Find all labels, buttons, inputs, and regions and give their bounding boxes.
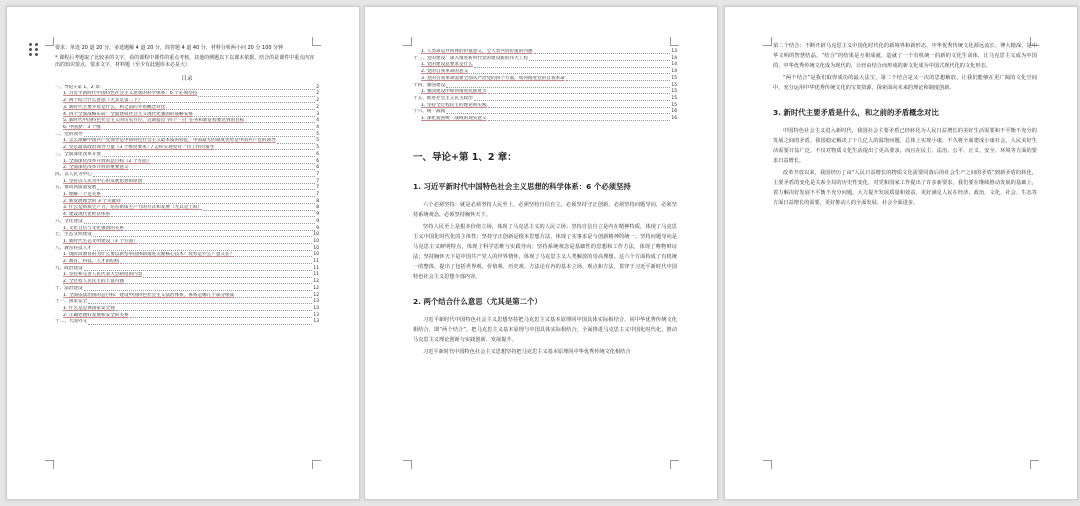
toc-entry[interactable] — [55, 112, 319, 119]
toc-leader-dots — [529, 60, 671, 61]
body-paragraph: 中国特色社会主义进入新时代，我国社会主要矛盾已经转化为人民日益增长的美好生活需要和不平衡不充分的发展之间的矛盾。我国稳定解决了十几亿人的温饱问题，总体上实现小康，不久将全面建成小康社会，人民美好生活需要日益广泛，不仅对物质文化生活提出了更高要求，而且在民主、法治、公平、正义、安全、环境等方面的要求日益增长。 — [773, 128, 1037, 164]
toc-entry[interactable] — [413, 89, 677, 96]
toc-entry[interactable] — [413, 56, 677, 63]
toc-entry[interactable] — [55, 286, 319, 293]
toc-page-number: 13 — [671, 49, 677, 54]
toc-entry[interactable] — [55, 212, 319, 219]
toc-entry[interactable] — [55, 91, 319, 98]
toc-page-number: 15 — [671, 95, 677, 101]
toc-entry-text: 1. 坚持和完善人民代表大会制度的内容 — [63, 272, 143, 278]
margin-marker-bottom-left — [403, 460, 412, 469]
toc-entry[interactable] — [55, 259, 319, 266]
toc-entry[interactable] — [413, 83, 677, 90]
toc-entry-text: 1. 坚持以人民为中心的发展思想的原因 — [63, 178, 143, 184]
toc-leader-dots — [203, 210, 315, 211]
toc-leader-dots — [88, 324, 312, 325]
toc-page-number: 14 — [671, 62, 677, 68]
toc-page-number: 5 — [316, 138, 319, 144]
body-paragraph: 改革开放以来，我国经历了由“人民日益增长的物质文化需要同落后的社会生产之间的矛盾”到新矛盾的转化，主要矛盾的变化是关系全局的历史性变化，对党和国家工作提出了许多新要求。我们要在继续推动发展的基础上，着力解决好发展不平衡不充分问题，大力提升发展质量和效益，更好满足人民在经济、政治、文化、社会、生态等方面日益增长的需要，更好推动人的全面发展、社会全面进步。 — [773, 170, 1037, 206]
toc-leader-dots — [277, 143, 316, 144]
toc-page-number: 11 — [313, 265, 319, 271]
toc-entry-text: 1. 文化自信与文化强国的关系 — [63, 225, 124, 231]
toc-leader-dots — [215, 149, 315, 150]
toc-leader-dots — [469, 73, 670, 74]
toc-leader-dots — [166, 109, 315, 110]
toc-entry-text: 4. 四个全面战略布局：全面建成社会主义现代化强国的战略安排 — [63, 111, 193, 117]
toc-leader-dots — [488, 107, 671, 108]
toc-leader-dots — [84, 223, 316, 224]
toc-page-number: 15 — [671, 82, 677, 88]
toc-entry[interactable] — [413, 103, 677, 110]
toc-leader-dots — [88, 303, 312, 304]
toc-entry-text: 2. 新发展理念的 3 个关键词 — [63, 198, 121, 204]
toc-leader-dots — [198, 96, 315, 97]
toc-title: 目录 — [181, 75, 193, 82]
toc-page-number: 9 — [316, 225, 319, 231]
toc-leader-dots — [116, 310, 313, 311]
body-paragraph: 习近平新时代中国特色社会主义思想坚持把马克思主义基本原理同中国具体实际相结合，同中华优秀传统文化相结合，即“两个结合”，把马克思主义基本原理与中国具体实际相结合，全面推进马克思主义中国化时代化，推动马克思主义理论创新与实践创新、发展提升。 — [413, 316, 677, 343]
toc-entry[interactable] — [55, 279, 319, 286]
toc-page-number: 11 — [313, 272, 319, 278]
toc-leader-dots — [97, 189, 315, 190]
toc-entry[interactable] — [55, 85, 319, 92]
toc-leader-dots — [84, 136, 316, 137]
toc-page-number: 12 — [313, 285, 319, 291]
toc-entry-text: 十三、党的建设：深入推进新时代党的建设新的伟大工程 — [413, 55, 528, 61]
toc-page-number: 12 — [313, 279, 319, 285]
toc-leader-dots — [534, 53, 671, 54]
toc-entry-text: 九、政治建设 — [55, 265, 83, 271]
toc-entry-text: 十四、强国建设 — [413, 82, 446, 88]
toc-page-number: 2 — [316, 91, 319, 97]
toc-entry-text: 十、法治建设 — [55, 285, 83, 291]
toc-entry-text: 1. 全面依法治国的总目标：建设中国特色社会主义法治体系，体系是哪几个部分组成 — [63, 292, 235, 298]
toc-page-number: 10 — [313, 232, 319, 238]
toc-entry[interactable] — [55, 199, 319, 206]
toc-entry[interactable] — [55, 132, 319, 139]
toc-entry[interactable] — [55, 299, 319, 306]
toc-entry-text: 三、全面深化改革开放 — [55, 151, 101, 157]
toc-entry[interactable] — [55, 192, 319, 199]
toc-leader-dots — [125, 230, 315, 231]
toc-leader-dots — [84, 290, 313, 291]
toc-page-number: 5 — [316, 145, 319, 151]
toc-entry[interactable] — [55, 152, 319, 159]
toc-entry-text: 2. 党的自我革命的意义 — [421, 69, 469, 75]
toc-leader-dots — [488, 93, 671, 94]
drag-handle-icon[interactable] — [29, 43, 39, 56]
table-of-contents-continued — [413, 49, 677, 123]
toc-leader-dots — [102, 156, 315, 157]
toc-leader-dots — [84, 270, 313, 271]
toc-entry-text: 1. 新时代生态文明建设（3 个方面） — [63, 238, 138, 244]
toc-entry[interactable] — [55, 165, 319, 172]
toc-leader-dots — [130, 317, 313, 318]
toc-entry[interactable] — [55, 98, 319, 105]
toc-entry-text: 1. 习近平新时代中国特色社会主义思想的科学体系：6 个必须坚持 — [63, 91, 198, 97]
toc-entry[interactable] — [55, 172, 319, 179]
section-heading-2: 2. 两个结合什么意思（尤其是第二个） — [413, 296, 542, 306]
toc-page-number: 7 — [316, 185, 319, 191]
toc-entry-text: 2. 两个结合什么意思（尤其是第二个） — [63, 98, 143, 104]
toc-entry[interactable] — [55, 246, 319, 253]
toc-page-number: 3 — [316, 111, 319, 117]
toc-entry-text: 1. 坚持全过程民主的理论和实践 — [421, 102, 487, 108]
document-page-1 — [6, 6, 360, 500]
toc-page-number: 6 — [316, 151, 319, 157]
toc-entry-text: 2. 党是最高政治领导力量（3 个维度要求）/ 怎样实现党对一切工作的领导 — [63, 145, 215, 151]
toc-entry[interactable] — [413, 49, 677, 56]
toc-leader-dots — [93, 236, 313, 237]
toc-leader-dots — [245, 122, 315, 123]
toc-leader-dots — [143, 183, 315, 184]
toc-entry-text: 3. 党的自我革命需要全面从严治党的四个方面，如何推进党的自我革命 — [421, 75, 565, 81]
toc-page-number: 14 — [671, 69, 677, 75]
toc-leader-dots — [235, 297, 312, 298]
toc-entry[interactable] — [55, 266, 319, 273]
toc-page-number: 16 — [671, 116, 677, 122]
toc-entry-text: 3. 什么是新质生产力，培育新质生产力的方式和发展（尤其是上海） — [63, 205, 203, 211]
toc-entry[interactable] — [55, 226, 319, 233]
toc-leader-dots — [139, 243, 313, 244]
exam-requirements-text: 要求：单选 20 道 20 分，多选题解 4 道 20 分，简答题 4 道 40 分，材料分析两小问 20 分 100 分钟 — [55, 45, 284, 51]
toc-entry[interactable] — [55, 179, 319, 186]
toc-entry[interactable] — [55, 313, 319, 320]
toc-page-number: 2 — [316, 84, 319, 90]
document-page-2 — [364, 6, 718, 500]
toc-entry-text: 二、党的领导 — [55, 131, 83, 137]
toc-leader-dots — [446, 113, 670, 114]
margin-marker-bottom-right — [670, 460, 679, 469]
toc-page-number: 15 — [671, 75, 677, 81]
toc-entry-text: 七、生态文明建设 — [55, 232, 92, 238]
toc-page-number: 12 — [313, 292, 319, 298]
toc-leader-dots — [566, 80, 671, 81]
toc-leader-dots — [102, 129, 315, 130]
toc-entry-text: 1. 现阶段教育的为什么要以新型举国体制推进关键核心技术？优势是什么？意义在？ — [63, 252, 235, 258]
toc-leader-dots — [102, 196, 315, 197]
toc-leader-dots — [122, 203, 316, 204]
toc-entry[interactable] — [413, 109, 677, 116]
section-heading-3: 3. 新时代主要矛盾是什么，和之前的矛盾概念对比 — [773, 108, 939, 117]
toc-leader-dots — [125, 283, 312, 284]
toc-entry[interactable] — [413, 116, 677, 123]
toc-entry-text: 十一、国家安全 — [55, 299, 88, 305]
margin-marker-top-left — [45, 37, 54, 46]
toc-page-number: 13 — [313, 299, 319, 305]
document-page-3 — [724, 6, 1078, 500]
toc-page-number: 4 — [316, 125, 319, 130]
toc-page-number: 15 — [671, 89, 677, 95]
toc-page-number: 2 — [316, 104, 319, 110]
toc-page-number: 8 — [316, 198, 319, 204]
margin-marker-bottom-left — [45, 460, 54, 469]
table-of-contents — [55, 85, 319, 326]
toc-entry[interactable] — [55, 118, 319, 125]
toc-page-number: 9 — [316, 212, 319, 218]
toc-page-number: 5 — [316, 131, 319, 137]
toc-entry[interactable] — [55, 159, 319, 166]
toc-page-number: 16 — [671, 109, 677, 115]
toc-entry-text: 十五、推进社会主义民主政治 — [413, 95, 473, 101]
toc-entry[interactable] — [413, 62, 677, 69]
toc-entry-text: 六、文化建设 — [55, 218, 83, 224]
toc-entry-text: 1. 全面深化改革开放的总目标（2 个方面） — [63, 158, 152, 164]
margin-marker-bottom-left — [763, 460, 772, 469]
margin-marker-bottom-right — [312, 460, 321, 469]
toc-entry-text: 1. 人类命运共同体的价值意义，全人类共同价值的内涵 — [421, 49, 533, 54]
exam-note-text: * 课程后考题取了比较多的文字，看的课程中课件的重点考核，其他的例题以下以课本依据，结合的是课件中重点内容出的知识要点，要求文字，材料题（至少有此题库未必是大） — [55, 54, 315, 69]
toc-page-number: 10 — [313, 245, 319, 251]
toc-page-number: 13 — [313, 305, 319, 311]
toc-entry-text: 1. 深化爱国统一战线的现实意义 — [421, 116, 487, 122]
toc-entry[interactable] — [413, 69, 677, 76]
toc-entry-text: 6. 中国梦：3 个维 — [63, 125, 101, 130]
body-paragraph: “两个结合”是我们取得成功的最大法宝，第二个结合是又一次的思想解放，让我们能够在更广阔的文化空间中，充分运用中华优秀传统文化的宝贵资源，探索面向未来的理论和制度创新。 — [773, 75, 1037, 91]
toc-entry[interactable] — [55, 293, 319, 300]
toc-entry-text: 5. 新时代中国特色社会主义的历史方位，近期提出 '四个一百' 任务和新征程要达到的目标 — [63, 118, 245, 124]
toc-entry[interactable] — [55, 252, 319, 259]
toc-entry[interactable] — [55, 185, 319, 192]
toc-page-number: 8 — [316, 205, 319, 211]
toc-entry-text: 五、推动高质量发展 — [55, 185, 97, 191]
margin-marker-top-left — [403, 37, 412, 46]
toc-leader-dots — [474, 100, 671, 101]
toc-entry[interactable] — [55, 138, 319, 145]
toc-leader-dots — [143, 277, 312, 278]
toc-entry-text: 1. 什么是总体国家安全观 — [63, 305, 115, 311]
toc-entry-text: 4. 建设现代化经济体系 — [63, 212, 111, 218]
toc-page-number: 7 — [316, 178, 319, 184]
toc-entry[interactable] — [55, 205, 319, 212]
body-paragraph: 六个必须坚持：就是必须坚持人民至上，必须坚持自信自立，必须坚持守正创新，必须坚持问题导向，必须坚持系统观念，必须坚持胸怀天下。 — [413, 201, 677, 218]
body-paragraph: 习近平新时代中国特色社会主义思想坚持把马克思主义基本原理同中华优秀传统文化相结合 — [423, 348, 631, 355]
toc-page-number: 14 — [671, 55, 677, 61]
margin-marker-top-left — [763, 37, 772, 46]
chapter-heading: 一、导论+第 1、2 章： — [413, 151, 517, 163]
toc-page-number: 7 — [316, 192, 319, 198]
toc-entry-text: 八、教育科技人才 — [55, 245, 92, 251]
toc-page-number: 10 — [313, 252, 319, 258]
margin-marker-bottom-right — [1030, 460, 1039, 469]
toc-entry-text: 3. 新时代主要矛盾是什么，和之前的矛盾概念对比 — [63, 104, 166, 110]
toc-page-number: 6 — [316, 158, 319, 164]
toc-entry-text: 四、以人民为中心 — [55, 171, 92, 177]
toc-entry-text: 2. 教育、科技、人才的结构 — [63, 259, 120, 265]
toc-leader-dots — [93, 250, 313, 251]
toc-entry-text: 一、导论+第 1、2 章： — [55, 84, 105, 90]
toc-leader-dots — [111, 216, 315, 217]
toc-entry[interactable] — [55, 306, 319, 313]
toc-entry-text: 1. 党的建设总要求是什么 — [421, 62, 473, 68]
toc-leader-dots — [105, 89, 315, 90]
toc-entry[interactable] — [413, 76, 677, 83]
toc-entry[interactable] — [55, 219, 319, 226]
toc-entry[interactable] — [55, 125, 319, 132]
toc-entry[interactable] — [55, 145, 319, 152]
body-paragraph: 坚持人民至上是根本价值立场，体现了马克思主义的人民立场；坚持自信自立是内在精神特质，体现了马克思主义中国化时代化的主体性；坚持守正创新是根本思想方法，体现了实事求是与创新精神的统一；坚持问题导向是马克思主义鲜明特点，体现了科学思维与实践导向；坚持系统观念是基础性的思想和工作方法，体现了唯物辩证法；坚持胸怀天下是中国共产党人的世界情怀，体现了马克思主义人类解放的崇高理想。这六个方面构成了有机统一的整体，提出了包括世界观、价值观、历史观、方法论在内的基本立场、观点和方法，贯穿于习近平新时代中国特色社会主义思想全部内容。 — [413, 223, 677, 280]
toc-leader-dots — [120, 263, 312, 264]
toc-leader-dots — [143, 102, 315, 103]
toc-page-number: 11 — [313, 259, 319, 265]
toc-entry-text: 2. 全过程人民民主的丰富内涵 — [63, 279, 124, 285]
toc-page-number: 7 — [316, 171, 319, 177]
toc-page-number: 4 — [316, 118, 319, 124]
toc-entry-text: 2. 全面深化改革开放的重要意义 — [63, 165, 129, 171]
toc-page-number: 2 — [316, 98, 319, 104]
toc-entry[interactable] — [55, 232, 319, 239]
toc-leader-dots — [235, 256, 312, 257]
toc-leader-dots — [488, 120, 671, 121]
toc-entry-text: 十六、统一战线 — [413, 109, 446, 115]
toc-entry-text: 1. 强国建设中如何推进民族复兴 — [421, 89, 487, 95]
toc-page-number: 15 — [671, 102, 677, 108]
toc-entry[interactable] — [413, 96, 677, 103]
toc-entry[interactable] — [55, 319, 319, 326]
toc-entry-text: 2. 正确处理好发展和安全的关系 — [63, 312, 129, 318]
toc-entry[interactable] — [55, 239, 319, 246]
toc-leader-dots — [446, 87, 670, 88]
toc-entry[interactable] — [55, 272, 319, 279]
toc-page-number: 13 — [313, 312, 319, 318]
section-heading-1: 1. 习近平新时代中国特色社会主义思想的科学体系：6 个必须坚持 — [413, 181, 631, 191]
toc-entry-text: 1. 怎么理解中国共产党领导是中国特色社会主义最本质的特征，中国最大的制度优势是中国共产党的领导 — [63, 138, 276, 144]
toc-entry-text: 1. 理解一个是关系 — [63, 192, 102, 198]
toc-page-number: 10 — [313, 238, 319, 244]
toc-leader-dots — [194, 116, 315, 117]
toc-page-number: 6 — [316, 165, 319, 171]
toc-leader-dots — [474, 67, 671, 68]
toc-page-number: 9 — [316, 218, 319, 224]
toc-page-number: 13 — [313, 319, 319, 325]
toc-entry[interactable] — [55, 105, 319, 112]
toc-leader-dots — [93, 176, 315, 177]
toc-leader-dots — [152, 163, 315, 164]
toc-entry-text: 十二、大国外交 — [55, 319, 88, 325]
margin-marker-top-right — [670, 37, 679, 46]
body-paragraph: 第二个结合：不断开辟马克思主义中国化时代化的新境界和新形态，中华优秀传统文化源远流长、博大精深，是中华文明的智慧结晶，“结合”的结果是互相成就，造就了一个有机统一的新的文化生命体，让马克思主义成为中国的，中华优秀传统文化成为现代的，让经由结合而形成的新文化成为中国式现代化的文化形态。 — [773, 43, 1037, 69]
toc-leader-dots — [130, 169, 316, 170]
